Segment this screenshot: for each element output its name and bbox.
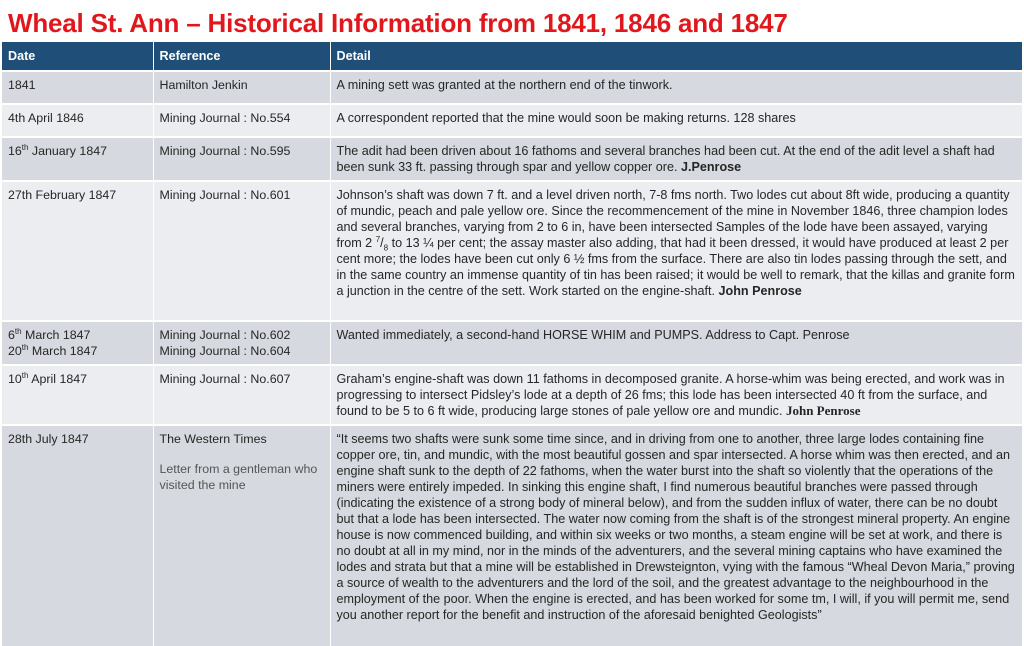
date-ordinal: th <box>21 142 29 152</box>
table-row <box>2 104 1022 137</box>
date-day: 10 <box>8 372 22 386</box>
detail-text: Graham’s engine-shaft was down 11 fathoms in decomposed granite. A horse-whim was being erected, and work was in progressing to intersect Pidsley’s lode at a depth of 26 fms; this lode has been intersected 40 ft from the surface, and found to be 5 to 6 ft wide, producing large stones of pale yellow ore and mundic. <box>336 372 1005 418</box>
reference-cell: Mining Journal : No.607 <box>153 365 330 425</box>
reference-cell <box>153 321 330 365</box>
table-row <box>2 71 1022 104</box>
detail-cell: A correspondent reported that the mine would soon be making returns. 128 shares <box>330 104 1022 137</box>
header-reference: Reference <box>153 42 330 71</box>
fraction-denominator: 8 <box>383 243 389 253</box>
reference-cell <box>153 425 330 646</box>
date-cell <box>2 365 153 425</box>
table-row <box>2 181 1022 321</box>
date-rest: January 1847 <box>28 144 107 158</box>
date-ordinal: th <box>14 326 22 336</box>
date-cell: 4th April 1846 <box>2 104 153 137</box>
signature: John Penrose <box>785 403 861 418</box>
date-day: 6 <box>8 328 15 342</box>
fraction-numerator: 7 <box>375 234 381 244</box>
date-rest: April 1847 <box>28 372 88 386</box>
signature: John Penrose <box>718 284 802 298</box>
date-cell: 28th July 1847 <box>2 425 153 646</box>
table-header-row <box>2 42 1022 71</box>
date-day: 16 <box>8 144 22 158</box>
reference-cell: Mining Journal : No.601 <box>153 181 330 321</box>
date-cell: 27th February 1847 <box>2 181 153 321</box>
date-ordinal: th <box>21 370 29 380</box>
date-cell <box>2 321 153 365</box>
detail-text-continued: to 13 ¼ per cent; the assay master also adding, that had it been dressed, it would have produced at least 2 per cent more; the lodes have been cut only 6 ½ fms from the surface. There are also tin lodes passing through the sett, and in the same country an immense quantity of tin has been raised; it would be well to remark, that the killas and granite form a junction in the centre of the sett. Work started on the engine-shaft. <box>336 236 1015 298</box>
detail-cell: Johnson’s shaft was down 7 ft. and a level driven north, 7-8 fms north. Two lodes cut about 8ft wide, producing a quantity of mundic, peach and pale yellow ore. Since the recommencement of the mine in November 1846, three champion lodes and several branches, varying from 2 to 6 in, have been intersected Samples of the lode have been assayed, varying from 2 $^7/_8$ to 13 ¼ per cent; the assay master also adding, that had it been dressed, it would have produced at least 2 per cent more; the lodes have been cut only 6 ½ fms from the surface. There are also tin lodes passing through the sett, and in the same country an immense quantity of tin has been raised; it would be well to remark, that the killas and granite form a junction in the centre of the sett. Work started on the engine-shaft. John Penrose <box>330 181 1022 321</box>
date-rest: March 1847 <box>21 328 91 342</box>
detail-text: The adit had been driven about 16 fathoms and several branches had been cut. At the end of the adit level a shaft had been sunk 33 ft. passing through spar and yellow copper ore. <box>336 144 995 174</box>
date-day: 20 <box>8 344 22 358</box>
detail-cell: Wanted immediately, a second-hand HORSE WHIM and PUMPS. Address to Capt. Penrose <box>330 321 1022 365</box>
date-line <box>8 343 147 359</box>
detail-cell <box>330 137 1022 181</box>
reference-cell: Mining Journal : No.554 <box>153 104 330 137</box>
table-row <box>2 425 1022 646</box>
page-title: Wheal St. Ann – Historical Information from 1841, 1846 and 1847 <box>8 8 788 38</box>
table-row <box>2 137 1022 181</box>
table-row <box>2 365 1022 425</box>
detail-cell: A mining sett was granted at the northern end of the tinwork. <box>330 71 1022 104</box>
reference-cell: Mining Journal : No.595 <box>153 137 330 181</box>
detail-cell: “It seems two shafts were sunk some time since, and in driving from one to another, three large lodes containing fine copper ore, tin, and mundic, with the most beautiful gossen and spar intersected. A horse whim was then erected, and an engine shaft sunk to the depth of 22 fathoms, when the water burst into the shaft so violently that the operations of the miners were entirely impeded. In sinking this engine shaft, I find numerous beautiful branches were passed through (indicating the existence of a strong body of mineral below), and from the sudden influx of water, there can be no doubt but that a lode has been intersected. The water now coming from the shaft is of the strongest mineral property. An engine house is now commenced building, and within six weeks or two months, a steam engine will be set at work, and there is no doubt at all in my mind, nor in the minds of the adventurers, and the several mining captains who have examined the lodes and strata but that a mine will be established in Drewsteignton, vying with the famous “Wheal Devon Maria,” proving a source of wealth to the adventurers and the lord of the soil, and the greatest advantage to the neighbourhood in the employment of the poor. When the engine is erected, and has been worked for some tm, I will, if you will permit me, send you another report for the benefit and instruction of the aforesaid benighted Geologists” <box>330 425 1022 646</box>
signature: J.Penrose <box>680 160 742 174</box>
reference-line: The Western Times <box>159 432 267 446</box>
detail-cell <box>330 365 1022 425</box>
date-rest: March 1847 <box>28 344 98 358</box>
reference-cell: Hamilton Jenkin <box>153 71 330 104</box>
date-ordinal: th <box>21 342 29 352</box>
date-line <box>8 327 147 343</box>
reference-line: Mining Journal : No.602 <box>159 328 291 342</box>
header-detail: Detail <box>330 42 1022 71</box>
header-date: Date <box>2 42 153 71</box>
reference-note: Letter from a gentleman who visited the mine <box>159 462 318 492</box>
reference-line: Mining Journal : No.604 <box>159 344 291 358</box>
history-table <box>2 42 1023 646</box>
date-cell: 1841 <box>2 71 153 104</box>
date-cell <box>2 137 153 181</box>
detail-text: Johnson’s shaft was down 7 ft. and a level driven north, 7-8 fms north. Two lodes cut about 8ft wide, producing a quantity of mundic, peach and pale yellow ore. Since the recommencement of the mine in November 1846, three champion lodes and several branches, varying from 2 to 6 in, have been intersected Samples of the lode have been assayed, varying from 2 <box>336 188 1010 250</box>
table-row <box>2 321 1022 365</box>
